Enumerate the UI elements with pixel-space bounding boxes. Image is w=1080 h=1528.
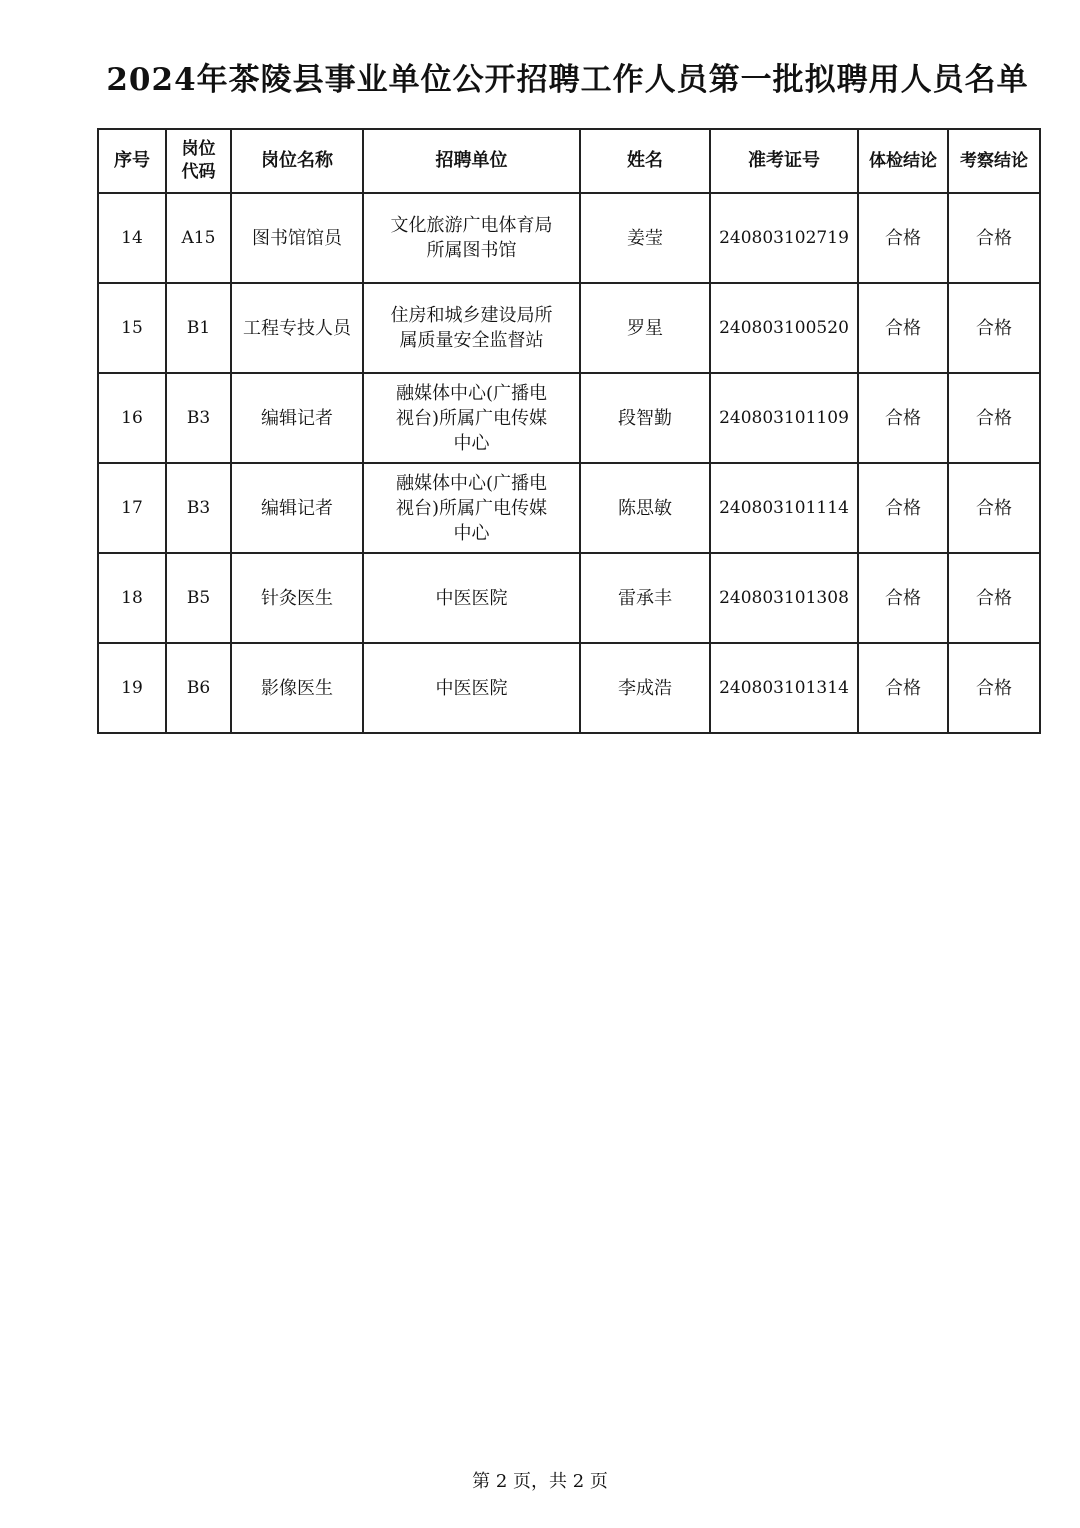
- header-name: 姓名: [580, 129, 710, 193]
- cell-position-code: A15: [166, 193, 231, 283]
- header-position-name: 岗位名称: [231, 129, 363, 193]
- table-row: [98, 553, 1040, 643]
- cell-position-name: 编辑记者: [231, 463, 363, 553]
- table-row: [98, 193, 1040, 283]
- cell-health-check: 合格: [858, 643, 948, 733]
- cell-hiring-unit-text: 住房和城乡建设局所属质量安全监督站: [390, 305, 553, 351]
- cell-hiring-unit: [363, 643, 580, 733]
- cell-inspection: 合格: [948, 373, 1040, 463]
- cell-exam-number: 240803101308: [710, 553, 858, 643]
- hiring-list-table: [97, 128, 1041, 734]
- cell-seq: 17: [98, 463, 166, 553]
- cell-inspection: 合格: [948, 193, 1040, 283]
- cell-hiring-unit: [363, 193, 580, 283]
- header-position-code: [166, 129, 231, 193]
- cell-position-code: B3: [166, 463, 231, 553]
- cell-position-code: B1: [166, 283, 231, 373]
- cell-exam-number: 240803101314: [710, 643, 858, 733]
- header-position-code-label: 岗位代码: [181, 139, 216, 182]
- cell-position-name: 编辑记者: [231, 373, 363, 463]
- cell-name: 李成浩: [580, 643, 710, 733]
- table-row: [98, 283, 1040, 373]
- cell-position-code: B5: [166, 553, 231, 643]
- header-inspection: 考察结论: [948, 129, 1040, 193]
- cell-hiring-unit-text: 文化旅游广电体育局所属图书馆: [390, 215, 553, 261]
- header-exam-number: 准考证号: [710, 129, 858, 193]
- cell-seq: 16: [98, 373, 166, 463]
- cell-name: 雷承丰: [580, 553, 710, 643]
- table-header-row: [98, 129, 1040, 193]
- cell-hiring-unit: [363, 463, 580, 553]
- cell-position-code: B6: [166, 643, 231, 733]
- cell-exam-number: 240803102719: [710, 193, 858, 283]
- cell-seq: 14: [98, 193, 166, 283]
- page-title: 2024年茶陵县事业单位公开招聘工作人员第一批拟聘用人员名单: [106, 62, 1029, 98]
- cell-inspection: 合格: [948, 283, 1040, 373]
- cell-hiring-unit: [363, 373, 580, 463]
- cell-name: 罗星: [580, 283, 710, 373]
- cell-hiring-unit-text: 融媒体中心(广播电视台)所属广电传媒中心: [395, 382, 548, 454]
- cell-name: 段智勤: [580, 373, 710, 463]
- cell-health-check: 合格: [858, 373, 948, 463]
- cell-inspection: 合格: [948, 643, 1040, 733]
- cell-seq: 15: [98, 283, 166, 373]
- cell-exam-number: 240803101114: [710, 463, 858, 553]
- cell-seq: 18: [98, 553, 166, 643]
- cell-hiring-unit: [363, 553, 580, 643]
- cell-health-check: 合格: [858, 283, 948, 373]
- cell-position-code: B3: [166, 373, 231, 463]
- cell-name: 姜莹: [580, 193, 710, 283]
- cell-inspection: 合格: [948, 463, 1040, 553]
- cell-health-check: 合格: [858, 553, 948, 643]
- cell-position-name: 针灸医生: [231, 553, 363, 643]
- table-row: [98, 463, 1040, 553]
- header-hiring-unit: 招聘单位: [363, 129, 580, 193]
- cell-seq: 19: [98, 643, 166, 733]
- cell-hiring-unit-text: 融媒体中心(广播电视台)所属广电传媒中心: [395, 472, 548, 544]
- cell-exam-number: 240803100520: [710, 283, 858, 373]
- cell-exam-number: 240803101109: [710, 373, 858, 463]
- cell-position-name: 工程专技人员: [231, 283, 363, 373]
- page-footer: 第 2 页，共 2 页: [472, 1471, 608, 1492]
- cell-position-name: 影像医生: [231, 643, 363, 733]
- cell-position-name: 图书馆馆员: [231, 193, 363, 283]
- cell-hiring-unit-text: 中医医院: [435, 677, 508, 699]
- cell-health-check: 合格: [858, 463, 948, 553]
- table-row: [98, 373, 1040, 463]
- cell-hiring-unit-text: 中医医院: [435, 587, 508, 609]
- cell-inspection: 合格: [948, 553, 1040, 643]
- table-row: [98, 643, 1040, 733]
- cell-health-check: 合格: [858, 193, 948, 283]
- header-health-check: 体检结论: [858, 129, 948, 193]
- cell-name: 陈思敏: [580, 463, 710, 553]
- header-seq: 序号: [98, 129, 166, 193]
- cell-hiring-unit: [363, 283, 580, 373]
